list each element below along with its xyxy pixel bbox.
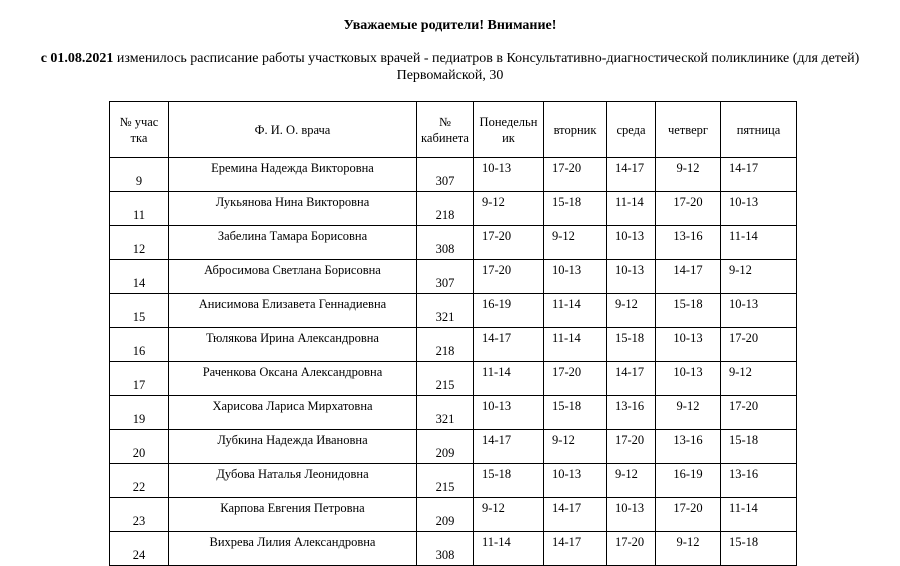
cell-wed: 17-20 xyxy=(607,532,656,566)
cell-num: 22 xyxy=(110,464,169,498)
notice-text: изменилось расписание работы участковых врачей - педиатров в Консультативно-диагностической поликлинике (для детей) xyxy=(116,51,860,66)
table-row xyxy=(110,430,797,464)
cell-cabinet: 321 xyxy=(417,294,474,328)
cell-wed: 13-16 xyxy=(607,396,656,430)
notice-address: Первомайской, 30 xyxy=(396,68,504,83)
cell-thu: 17-20 xyxy=(656,498,721,532)
cell-fri: 9-12 xyxy=(721,260,797,294)
cell-num: 9 xyxy=(110,158,169,192)
cell-name: Забелина Тамара Борисовна xyxy=(169,226,417,260)
cell-wed: 9-12 xyxy=(607,464,656,498)
table-row xyxy=(110,396,797,430)
cell-thu: 10-13 xyxy=(656,362,721,396)
cell-tue: 17-20 xyxy=(544,362,607,396)
cell-thu: 15-18 xyxy=(656,294,721,328)
cell-tue: 10-13 xyxy=(544,260,607,294)
cell-mon: 14-17 xyxy=(474,328,544,362)
cell-fri: 13-16 xyxy=(721,464,797,498)
cell-wed: 10-13 xyxy=(607,226,656,260)
cell-wed: 17-20 xyxy=(607,430,656,464)
cell-num: 17 xyxy=(110,362,169,396)
cell-num: 20 xyxy=(110,430,169,464)
cell-num: 16 xyxy=(110,328,169,362)
cell-mon: 10-13 xyxy=(474,396,544,430)
cell-wed: 11-14 xyxy=(607,192,656,226)
cell-cabinet: 209 xyxy=(417,498,474,532)
cell-fri: 17-20 xyxy=(721,396,797,430)
cell-cabinet: 215 xyxy=(417,362,474,396)
table-row xyxy=(110,158,797,192)
cell-fri: 9-12 xyxy=(721,362,797,396)
schedule-table xyxy=(109,101,797,566)
notice-date: с 01.08.2021 xyxy=(40,51,114,66)
cell-thu: 9-12 xyxy=(656,158,721,192)
cell-num: 11 xyxy=(110,192,169,226)
cell-num: 23 xyxy=(110,498,169,532)
cell-wed: 14-17 xyxy=(607,158,656,192)
header-cabinet: № кабинета xyxy=(417,102,474,158)
cell-tue: 11-14 xyxy=(544,328,607,362)
cell-fri: 15-18 xyxy=(721,532,797,566)
table-row xyxy=(110,532,797,566)
cell-cabinet: 308 xyxy=(417,226,474,260)
cell-wed: 15-18 xyxy=(607,328,656,362)
cell-mon: 10-13 xyxy=(474,158,544,192)
cell-thu: 13-16 xyxy=(656,226,721,260)
cell-name: Раченкова Оксана Александровна xyxy=(169,362,417,396)
cell-wed: 14-17 xyxy=(607,362,656,396)
cell-fri: 10-13 xyxy=(721,294,797,328)
cell-tue: 11-14 xyxy=(544,294,607,328)
table-row xyxy=(110,328,797,362)
cell-cabinet: 209 xyxy=(417,430,474,464)
page-title: Уважаемые родители! Внимание! xyxy=(343,18,557,33)
table-row xyxy=(110,498,797,532)
cell-mon: 17-20 xyxy=(474,260,544,294)
cell-cabinet: 218 xyxy=(417,192,474,226)
notice-line xyxy=(0,50,900,67)
cell-tue: 9-12 xyxy=(544,430,607,464)
cell-name: Дубова Наталья Леонидовна xyxy=(169,464,417,498)
cell-fri: 14-17 xyxy=(721,158,797,192)
header-row xyxy=(110,102,797,158)
table-row xyxy=(110,362,797,396)
header-num: № участка xyxy=(110,102,169,158)
cell-num: 15 xyxy=(110,294,169,328)
cell-wed: 10-13 xyxy=(607,260,656,294)
cell-mon: 11-14 xyxy=(474,362,544,396)
cell-fri: 17-20 xyxy=(721,328,797,362)
cell-fri: 15-18 xyxy=(721,430,797,464)
cell-tue: 15-18 xyxy=(544,192,607,226)
header-wed: среда xyxy=(607,102,656,158)
cell-num: 24 xyxy=(110,532,169,566)
cell-fri: 11-14 xyxy=(721,498,797,532)
header-fri: пятница xyxy=(721,102,797,158)
cell-mon: 11-14 xyxy=(474,532,544,566)
cell-thu: 9-12 xyxy=(656,396,721,430)
cell-cabinet: 308 xyxy=(417,532,474,566)
header-tue: вторник xyxy=(544,102,607,158)
cell-name: Анисимова Елизавета Геннадиевна xyxy=(169,294,417,328)
cell-name: Харисова Лариса Мирхатовна xyxy=(169,396,417,430)
cell-name: Лубкина Надежда Ивановна xyxy=(169,430,417,464)
header-name: Ф. И. О. врача xyxy=(169,102,417,158)
table-row xyxy=(110,464,797,498)
cell-thu: 9-12 xyxy=(656,532,721,566)
cell-mon: 17-20 xyxy=(474,226,544,260)
cell-name: Тюлякова Ирина Александровна xyxy=(169,328,417,362)
table-row xyxy=(110,260,797,294)
cell-thu: 13-16 xyxy=(656,430,721,464)
cell-tue: 9-12 xyxy=(544,226,607,260)
header-mon: Понедельник xyxy=(474,102,544,158)
cell-name: Еремина Надежда Викторовна xyxy=(169,158,417,192)
cell-wed: 10-13 xyxy=(607,498,656,532)
cell-cabinet: 307 xyxy=(417,260,474,294)
cell-name: Карпова Евгения Петровна xyxy=(169,498,417,532)
cell-tue: 10-13 xyxy=(544,464,607,498)
table-row xyxy=(110,226,797,260)
cell-thu: 10-13 xyxy=(656,328,721,362)
cell-thu: 16-19 xyxy=(656,464,721,498)
header-thu: четверг xyxy=(656,102,721,158)
cell-tue: 14-17 xyxy=(544,498,607,532)
table-row xyxy=(110,192,797,226)
cell-name: Абросимова Светлана Борисовна xyxy=(169,260,417,294)
cell-name: Вихрева Лилия Александровна xyxy=(169,532,417,566)
cell-wed: 9-12 xyxy=(607,294,656,328)
cell-thu: 17-20 xyxy=(656,192,721,226)
cell-tue: 15-18 xyxy=(544,396,607,430)
table-row xyxy=(110,294,797,328)
cell-mon: 15-18 xyxy=(474,464,544,498)
cell-cabinet: 218 xyxy=(417,328,474,362)
cell-mon: 16-19 xyxy=(474,294,544,328)
cell-name: Лукьянова Нина Викторовна xyxy=(169,192,417,226)
cell-fri: 10-13 xyxy=(721,192,797,226)
cell-tue: 17-20 xyxy=(544,158,607,192)
cell-cabinet: 215 xyxy=(417,464,474,498)
cell-cabinet: 321 xyxy=(417,396,474,430)
cell-thu: 14-17 xyxy=(656,260,721,294)
cell-mon: 9-12 xyxy=(474,498,544,532)
cell-num: 19 xyxy=(110,396,169,430)
cell-cabinet: 307 xyxy=(417,158,474,192)
cell-tue: 14-17 xyxy=(544,532,607,566)
cell-mon: 9-12 xyxy=(474,192,544,226)
cell-num: 14 xyxy=(110,260,169,294)
cell-mon: 14-17 xyxy=(474,430,544,464)
cell-fri: 11-14 xyxy=(721,226,797,260)
notice xyxy=(0,50,900,84)
cell-num: 12 xyxy=(110,226,169,260)
